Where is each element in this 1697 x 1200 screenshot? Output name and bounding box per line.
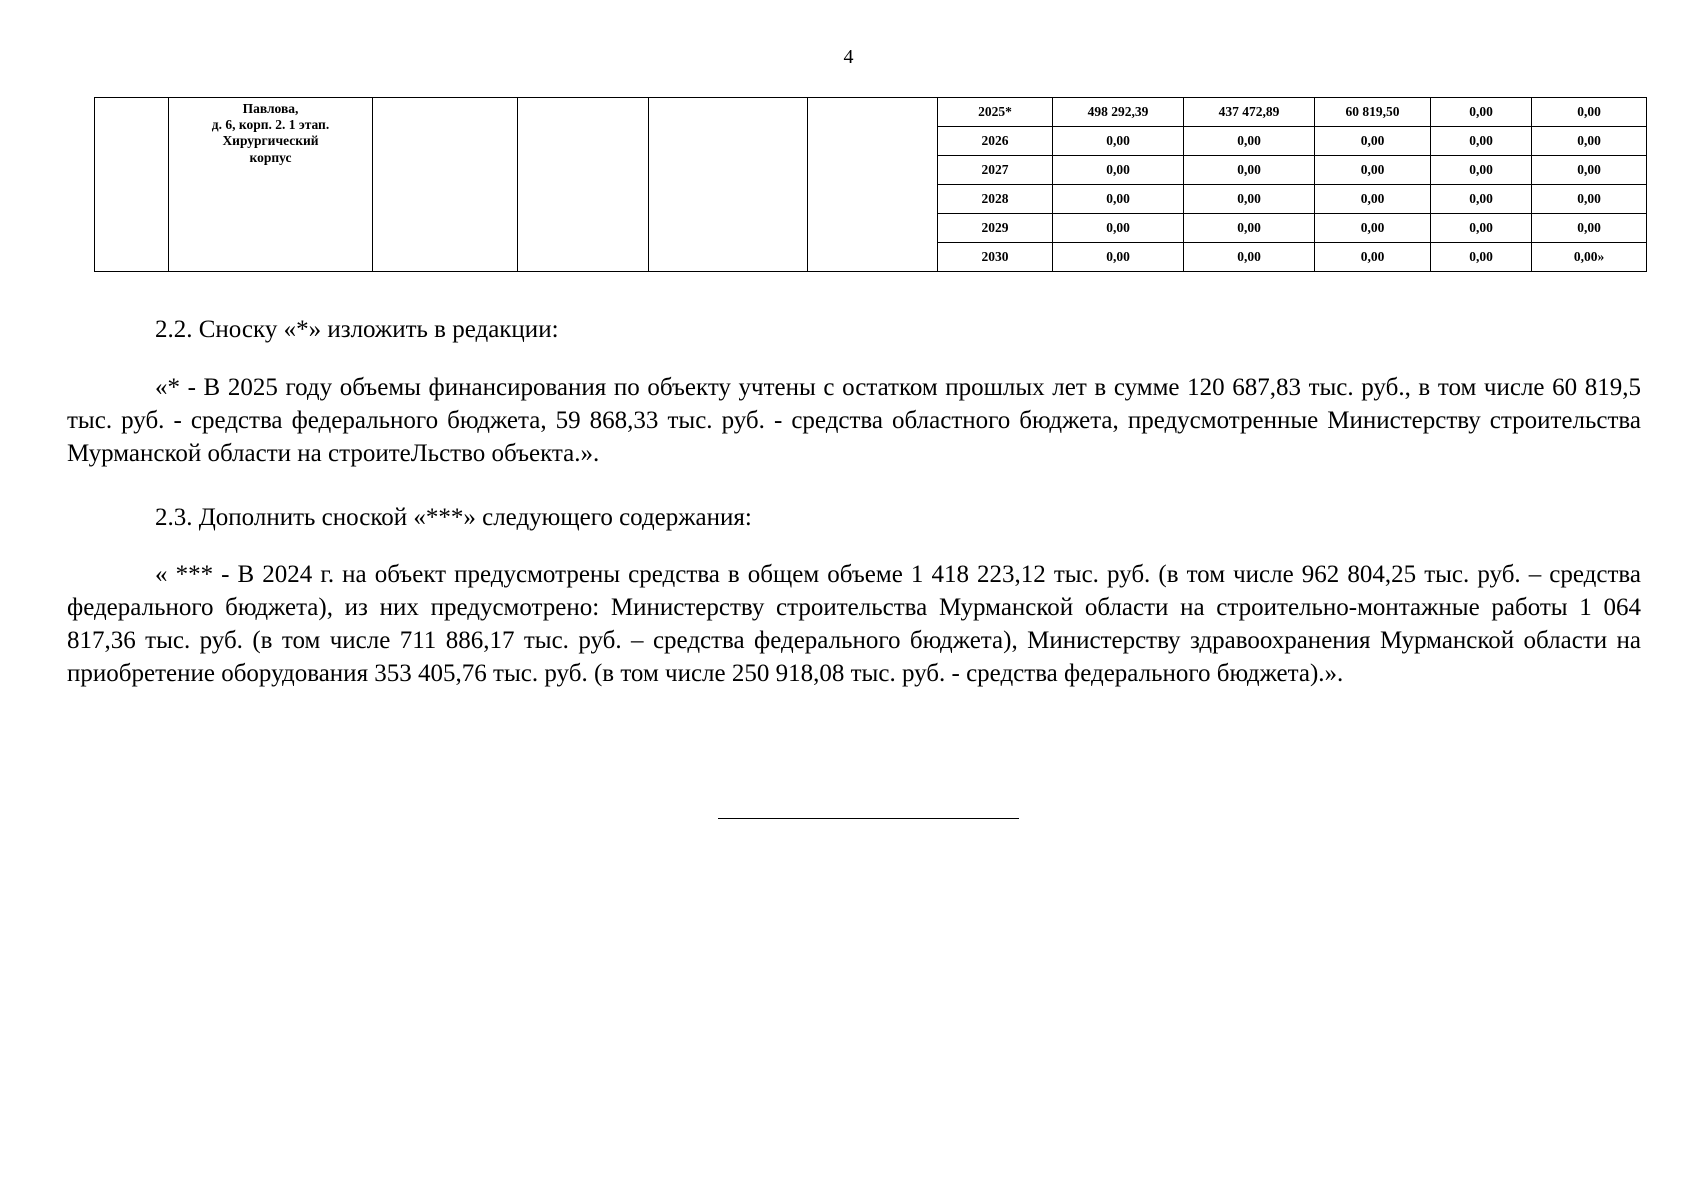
value-cell: 0,00 (1315, 156, 1431, 185)
page-number: 4 (843, 46, 854, 68)
value-cell: 0,00 (1315, 127, 1431, 156)
year-cell: 2025* (938, 98, 1053, 127)
value-cell: 0,00 (1184, 185, 1315, 214)
value-cell: 60 819,50 (1315, 98, 1431, 127)
value-cell: 0,00 (1315, 185, 1431, 214)
total-cell: 0,00 (1053, 156, 1184, 185)
empty-cell (95, 98, 169, 272)
value-cell: 0,00 (1184, 214, 1315, 243)
value-cell: 0,00 (1532, 156, 1647, 185)
year-cell: 2030 (938, 243, 1053, 272)
empty-cell (649, 98, 808, 272)
total-cell: 0,00 (1053, 185, 1184, 214)
year-cell: 2029 (938, 214, 1053, 243)
value-cell: 0,00 (1431, 185, 1532, 214)
end-divider (718, 818, 1019, 819)
value-cell: 0,00 (1532, 214, 1647, 243)
financing-table (94, 97, 1647, 272)
section-2-3-body: « *** - В 2024 г. на объект предусмотрены средства в общем объеме 1 418 223,12 тыс. руб. (в том числе 962 804,25 тыс. руб. – средства федерального бюджета), из них предусмотрено: Министерству строительства Мурманской области на строительно-монтажные работы 1 064 817,36 тыс. руб. (в том числе 711 886,17 тыс. руб. – средства федерального бюджета), Министерству здравоохранения Мурманской области на приобретение оборудования 353 405,76 тыс. руб. (в том числе 250 918,08 тыс. руб. - средства федерального бюджета).». (67, 561, 1641, 687)
value-cell: 0,00 (1532, 127, 1647, 156)
year-cell: 2028 (938, 185, 1053, 214)
value-cell: 0,00 (1532, 98, 1647, 127)
year-cell: 2026 (938, 127, 1053, 156)
value-cell: 0,00 (1532, 185, 1647, 214)
value-cell: 0,00 (1184, 156, 1315, 185)
value-cell: 0,00 (1431, 98, 1532, 127)
value-cell: 0,00 (1184, 127, 1315, 156)
table-row (95, 98, 1647, 127)
year-cell: 2027 (938, 156, 1053, 185)
total-cell: 0,00 (1053, 127, 1184, 156)
total-cell: 0,00 (1053, 214, 1184, 243)
section-2-2-body: «* - В 2025 году объемы финансирования по объекту учтены с остатком прошлых лет в сумме 120 687,83 тыс. руб., в том числе 60 819,5 тыс. руб. - средства федерального бюджета, 59 868,33 тыс. руб. - средства областного бюджета, предусмотренные Министерству строительства Мурманской области на строитеЛьство объекта.». (67, 374, 1641, 467)
section-2-2-heading: 2.2. Сноску «*» изложить в редакции: (155, 316, 559, 343)
empty-cell (373, 98, 518, 272)
empty-cell (518, 98, 649, 272)
value-cell: 0,00 (1431, 156, 1532, 185)
value-cell: 0,00 (1184, 243, 1315, 272)
object-name-cell (169, 98, 373, 272)
value-cell: 437 472,89 (1184, 98, 1315, 127)
value-cell: 0,00 (1431, 214, 1532, 243)
value-cell: 0,00 (1431, 243, 1532, 272)
value-cell: 0,00 (1315, 214, 1431, 243)
value-cell: 0,00» (1532, 243, 1647, 272)
empty-cell (808, 98, 938, 272)
total-cell: 0,00 (1053, 243, 1184, 272)
section-2-3-heading: 2.3. Дополнить сноской «***» следующего содержания: (155, 504, 752, 531)
value-cell: 0,00 (1315, 243, 1431, 272)
total-cell: 498 292,39 (1053, 98, 1184, 127)
object-name: Павлова, д. 6, корп. 2. 1 этап. Хирургический корпус (211, 101, 330, 165)
value-cell: 0,00 (1431, 127, 1532, 156)
